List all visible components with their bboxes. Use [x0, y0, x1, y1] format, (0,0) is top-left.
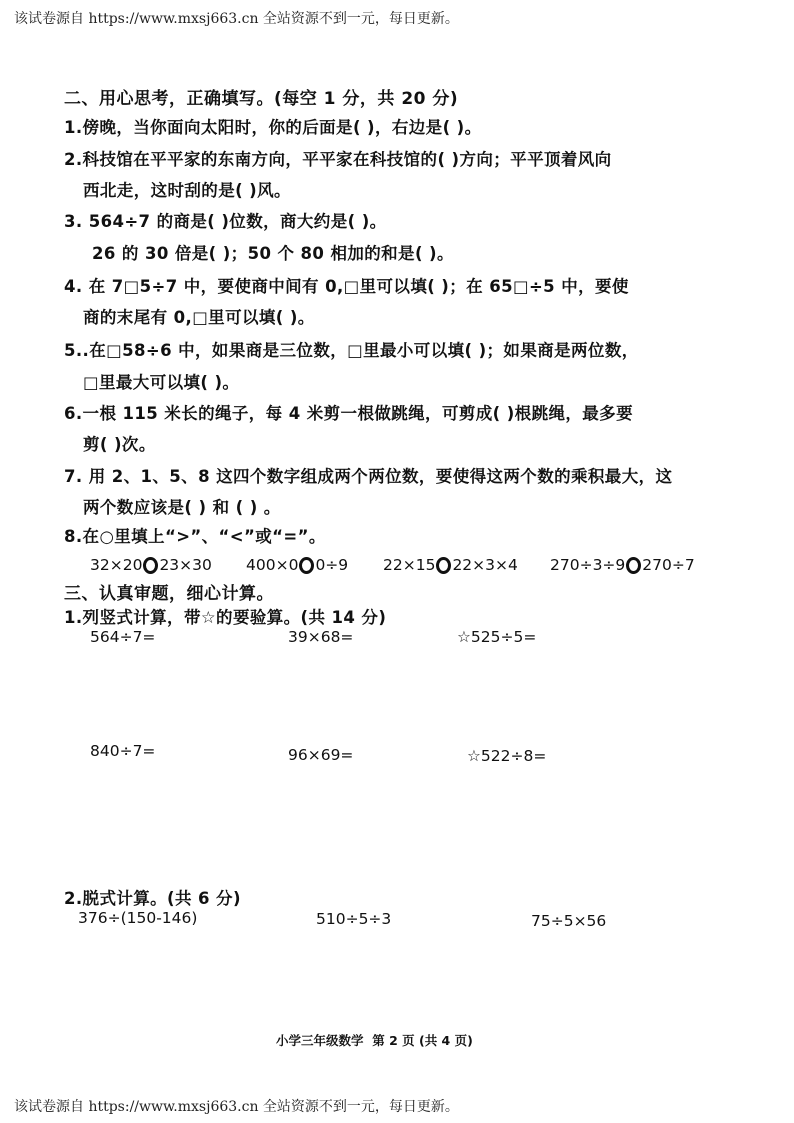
stepwise-calc-heading: 2.脱式计算。(共 6 分): [64, 889, 241, 908]
compare-right: 0÷9: [315, 556, 349, 574]
compare-circle[interactable]: [299, 557, 314, 574]
compare-right: 270÷7: [642, 556, 695, 574]
compare-circle[interactable]: [143, 557, 158, 574]
vertical-calc-2: 39×68=: [288, 628, 354, 646]
compare-circle[interactable]: [626, 557, 641, 574]
question-4-line1: 4. 在 7□5÷7 中，要使商中间有 0,□里可以填( )；在 65□÷5 中，要使: [64, 277, 629, 296]
question-7-line1: 7. 用 2、1、5、8 这四个数字组成两个两位数，要使得这两个数的乘积最大，这: [64, 467, 673, 486]
footer-page: 第 2 页 (共 4 页): [372, 1033, 473, 1048]
question-4-line2: 商的末尾有 0,□里可以填( )。: [83, 308, 315, 327]
section2-title: 二、用心思考，正确填写。(每空 1 分，共 20 分): [64, 89, 459, 109]
section3-title: 三、认真审题，细心计算。: [64, 584, 274, 604]
vertical-calc-5: 96×69=: [288, 746, 354, 764]
stepwise-calc-3: 75÷5×56: [531, 912, 607, 930]
question-6-line1: 6.一根 115 米长的绳子，每 4 米剪一根做跳绳，可剪成( )根跳绳，最多要: [64, 404, 633, 423]
compare-item-2: [246, 556, 348, 574]
question-2-line1: 2.科技馆在平平家的东南方向，平平家在科技馆的( )方向；平平顶着风向: [64, 150, 612, 169]
compare-left: 32×20: [90, 556, 143, 574]
compare-left: 22×15: [383, 556, 436, 574]
footer-label: 小学三年级数学: [276, 1033, 364, 1048]
compare-right: 23×30: [159, 556, 212, 574]
vertical-calc-4: 840÷7=: [90, 742, 156, 760]
compare-right: 22×3×4: [452, 556, 518, 574]
watermark-bottom: 该试卷源自 https://www.mxsj663.cn 全站资源不到一元，每日更新。: [14, 1099, 459, 1115]
question-5-line1: 5..在□58÷6 中，如果商是三位数，□里最小可以填( )；如果商是两位数，: [64, 341, 639, 360]
vertical-calc-3: ☆525÷5=: [457, 628, 537, 646]
question-1: 1.傍晚，当你面向太阳时，你的后面是( )，右边是( )。: [64, 118, 482, 137]
compare-item-3: [383, 556, 518, 574]
compare-left: 270÷3÷9: [550, 556, 626, 574]
vertical-calc-heading: 1.列竖式计算，带☆的要验算。(共 14 分): [64, 608, 387, 627]
watermark-top: 该试卷源自 https://www.mxsj663.cn 全站资源不到一元，每日更新。: [14, 11, 459, 27]
vertical-calc-6: ☆522÷8=: [467, 747, 547, 765]
stepwise-calc-1: 376÷(150-146): [78, 909, 198, 927]
question-5-line2: □里最大可以填( )。: [83, 373, 240, 392]
compare-item-1: [90, 556, 212, 574]
question-3-line1: 3. 564÷7 的商是( )位数，商大约是( )。: [64, 212, 387, 231]
question-3-line2: 26 的 30 倍是( )；50 个 80 相加的和是( )。: [92, 244, 454, 263]
compare-item-4: [550, 556, 695, 574]
question-8: 8.在○里填上“>”、“<”或“=”。: [64, 527, 326, 546]
compare-circle[interactable]: [436, 557, 451, 574]
compare-left: 400×0: [246, 556, 299, 574]
question-6-line2: 剪( )次。: [83, 435, 156, 454]
stepwise-calc-2: 510÷5÷3: [316, 910, 392, 928]
question-2-line2: 西北走，这时刮的是( )风。: [83, 181, 291, 200]
page-footer: [276, 1031, 473, 1049]
vertical-calc-1: 564÷7=: [90, 628, 156, 646]
question-7-line2: 两个数应该是( ) 和 ( ) 。: [83, 498, 281, 517]
